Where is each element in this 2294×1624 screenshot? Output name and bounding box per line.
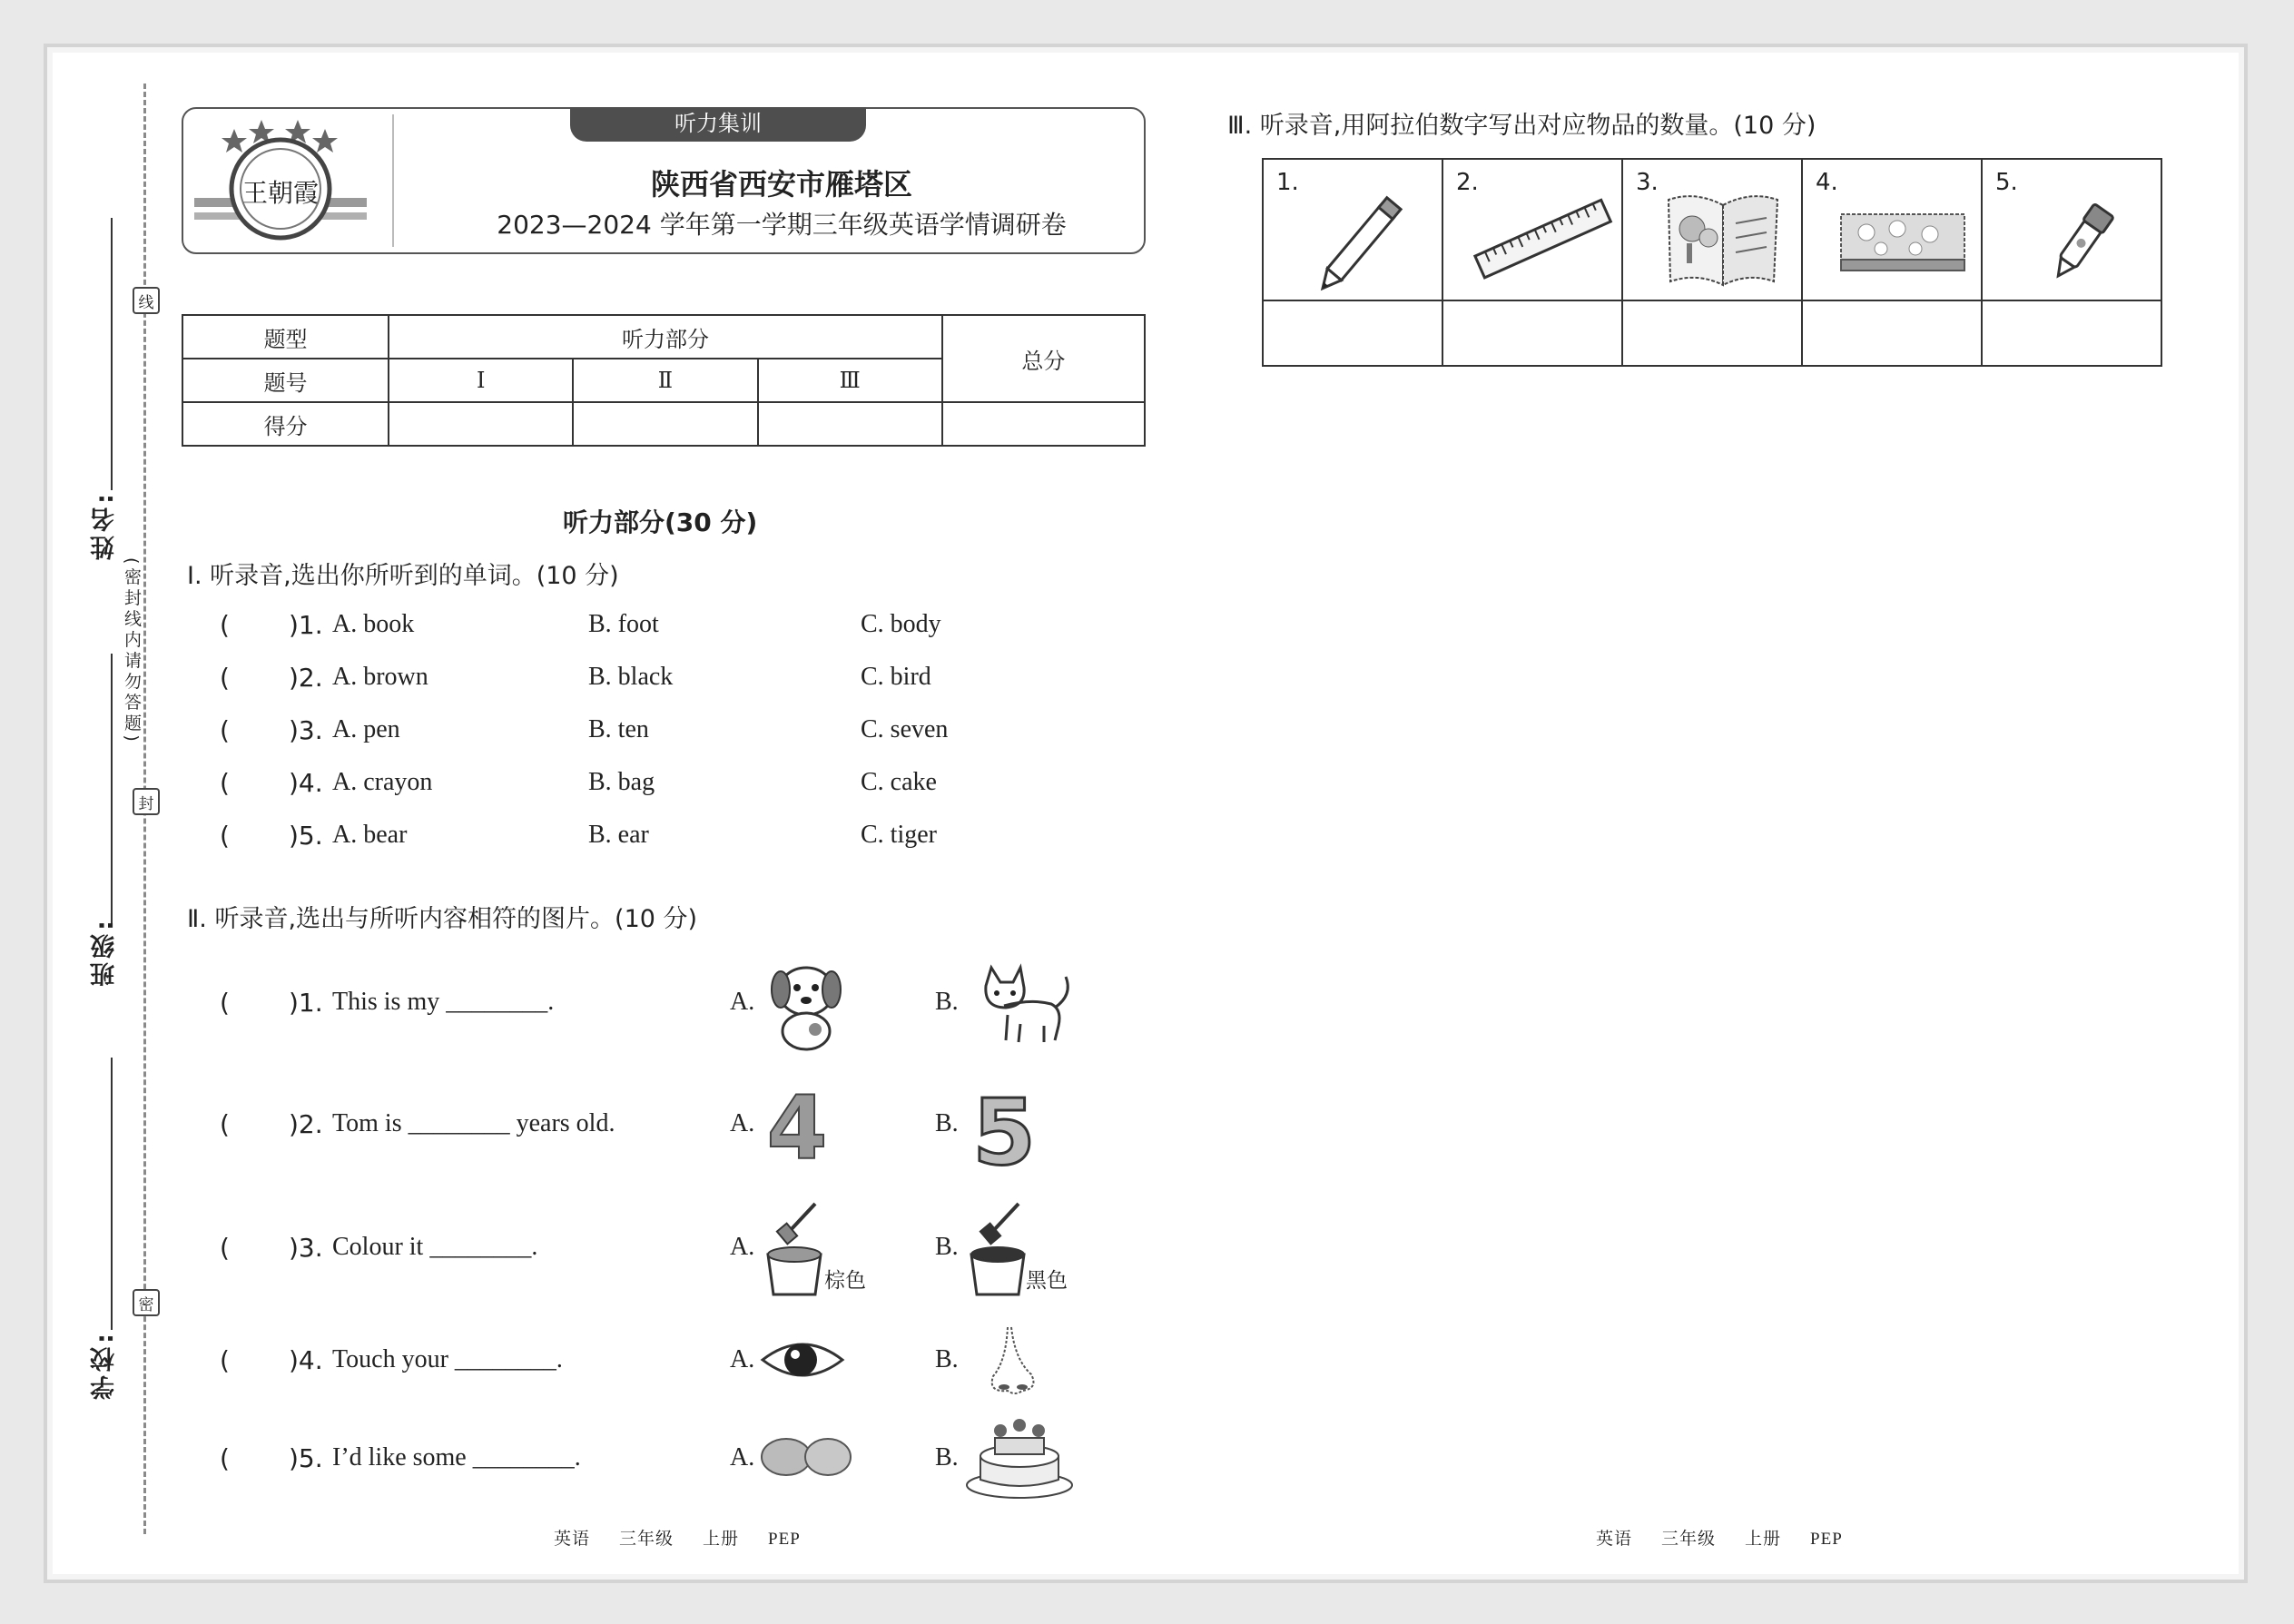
score-cell-total[interactable] (942, 402, 1145, 446)
option-b-label: B. (935, 1443, 959, 1471)
part3-cell-3 (1622, 159, 1802, 300)
answer-paren[interactable]: ( (220, 988, 230, 1018)
part3-cell-5 (1982, 159, 2161, 300)
paint-bucket-icon (966, 1198, 1029, 1298)
answer-cell-2[interactable] (1442, 300, 1622, 366)
pencil-sharpener-icon (2019, 187, 2146, 292)
part1-title: Ⅰ. 听录音,选出你所听到的单词。(10 分) (187, 562, 619, 590)
logo-text: 王朝霞 (241, 178, 320, 208)
name-label: 姓名: (91, 490, 119, 560)
number-2: Ⅱ (573, 359, 757, 402)
footer-volume: 上册 (703, 1530, 740, 1549)
option-a-label: A. (730, 1443, 755, 1471)
dog-icon (761, 953, 852, 1053)
part3-cell-4 (1802, 159, 1982, 300)
svg-text:5: 5 (972, 1079, 1036, 1173)
option-a-label: A. (730, 988, 755, 1016)
option-c: C. body (861, 610, 941, 638)
item-number: 5. (1995, 169, 2018, 196)
nose-icon (975, 1324, 1048, 1400)
option-b-label: B. (935, 988, 959, 1016)
eraser-icon (1830, 187, 1975, 292)
exam-title: 陕西省西安市雁塔区 (650, 167, 912, 202)
answer-paren[interactable]: ( (220, 1109, 230, 1139)
answer-paren[interactable]: ( (220, 715, 230, 745)
listening-heading: 听力部分(30 分) (563, 507, 758, 537)
question-text: This is my ________. (332, 988, 555, 1016)
part3-table (1262, 158, 2162, 367)
seal-seal-mark: 封 (133, 788, 160, 815)
option-b-label: B. (935, 1233, 959, 1261)
question-text: Colour it ________. (332, 1233, 538, 1261)
footer-grade: 三年级 (1661, 1530, 1717, 1549)
class-label: 班级: (91, 917, 119, 987)
footer-grade: 三年级 (619, 1530, 674, 1549)
question-text: I’d like some ________. (332, 1443, 581, 1471)
option-a: A. brown (332, 663, 428, 691)
footer-right (1596, 1525, 1872, 1550)
svg-text:4: 4 (766, 1078, 828, 1167)
number-five-icon (968, 1077, 1040, 1173)
option-a: A. pen (332, 715, 400, 743)
answer-paren[interactable]: ( (220, 1443, 230, 1473)
item-number: 3. (1636, 169, 1659, 196)
answer-cell-3[interactable] (1622, 300, 1802, 366)
question-number: )1. (289, 610, 323, 640)
school-field-line (111, 1058, 113, 1330)
number-1: Ⅰ (389, 359, 573, 402)
pencil-icon (1300, 187, 1427, 292)
option-a-label: A. (730, 1233, 755, 1261)
footer-subject: 英语 (554, 1530, 591, 1549)
footer-edition: PEP (768, 1530, 801, 1549)
option-b-label: B. (935, 1109, 959, 1137)
item-number: 2. (1456, 169, 1479, 196)
question-number: )1. (289, 988, 323, 1018)
score-table (182, 314, 1146, 447)
option-a-caption: 棕色 (824, 1269, 866, 1293)
footer-volume: 上册 (1745, 1530, 1782, 1549)
question-number: )5. (289, 1443, 323, 1473)
part3-cell-1 (1263, 159, 1442, 300)
question-number: )2. (289, 663, 323, 693)
eggs-icon (759, 1434, 853, 1480)
option-c: C. seven (861, 715, 949, 743)
cake-icon (964, 1412, 1075, 1500)
part3-title: Ⅲ. 听录音,用阿拉伯数字写出对应物品的数量。(10 分) (1227, 112, 1816, 140)
book-icon (1659, 187, 1787, 292)
name-field-line (111, 218, 113, 490)
question-number: )5. (289, 821, 323, 851)
question-text: Tom is ________ years old. (332, 1109, 615, 1137)
section-label: 听力部分 (389, 315, 942, 359)
footer-subject: 英语 (1596, 1530, 1633, 1549)
answer-paren[interactable]: ( (220, 663, 230, 693)
option-b: B. bag (588, 768, 655, 796)
number-3: Ⅲ (758, 359, 942, 402)
item-number: 4. (1816, 169, 1838, 196)
answer-cell-4[interactable] (1802, 300, 1982, 366)
question-number: )4. (289, 1345, 323, 1375)
eye-icon (759, 1334, 846, 1385)
option-b-label: B. (935, 1345, 959, 1373)
total-label: 总分 (942, 315, 1145, 402)
option-a: A. book (332, 610, 415, 638)
score-cell-3[interactable] (758, 402, 942, 446)
part2-title: Ⅱ. 听录音,选出与所听内容相符的图片。(10 分) (187, 905, 698, 933)
option-c: C. tiger (861, 821, 937, 849)
score-cell-1[interactable] (389, 402, 573, 446)
seal-line-mark: 线 (133, 287, 160, 314)
answer-paren[interactable]: ( (220, 821, 230, 851)
answer-paren[interactable]: ( (220, 1233, 230, 1263)
option-a: A. bear (332, 821, 408, 849)
publisher-logo (194, 111, 367, 247)
footer-left (554, 1525, 830, 1550)
school-label: 学校: (91, 1330, 119, 1400)
question-number: )3. (289, 715, 323, 745)
score-label: 得分 (182, 402, 389, 446)
score-cell-2[interactable] (573, 402, 757, 446)
option-b: B. ear (588, 821, 649, 849)
option-a-label: A. (730, 1109, 755, 1137)
number-label: 题号 (182, 359, 389, 402)
option-a: A. crayon (332, 768, 433, 796)
class-field-line (111, 654, 113, 926)
answer-cell-1[interactable] (1263, 300, 1442, 366)
header-divider (392, 114, 394, 247)
question-number: )3. (289, 1233, 323, 1263)
option-a-label: A. (730, 1345, 755, 1373)
cat-icon (968, 959, 1077, 1046)
answer-cell-5[interactable] (1982, 300, 2161, 366)
answer-paren[interactable]: ( (220, 1345, 230, 1375)
option-b: B. ten (588, 715, 649, 743)
option-c: C. cake (861, 768, 937, 796)
question-number: )4. (289, 768, 323, 798)
paint-bucket-icon (763, 1198, 826, 1298)
option-b-caption: 黑色 (1026, 1269, 1068, 1293)
answer-paren[interactable]: ( (220, 768, 230, 798)
option-b: B. foot (588, 610, 659, 638)
question-number: )2. (289, 1109, 323, 1139)
option-b: B. black (588, 663, 674, 691)
type-label: 题型 (182, 315, 389, 359)
footer-edition: PEP (1810, 1530, 1843, 1549)
number-four-icon (761, 1077, 833, 1167)
exam-subtitle: 2023—2024 学年第一学期三年级英语学情调研卷 (497, 210, 1067, 240)
ruler-icon (1469, 187, 1618, 292)
seal-secret-mark: 密 (133, 1289, 160, 1316)
item-number: 1. (1276, 169, 1299, 196)
binding-note: (密封线内请勿答题) (122, 557, 142, 745)
part3-cell-2 (1442, 159, 1622, 300)
option-c: C. bird (861, 663, 931, 691)
question-text: Touch your ________. (332, 1345, 563, 1373)
answer-paren[interactable]: ( (220, 610, 230, 640)
header-tab: 听力集训 (570, 107, 866, 142)
